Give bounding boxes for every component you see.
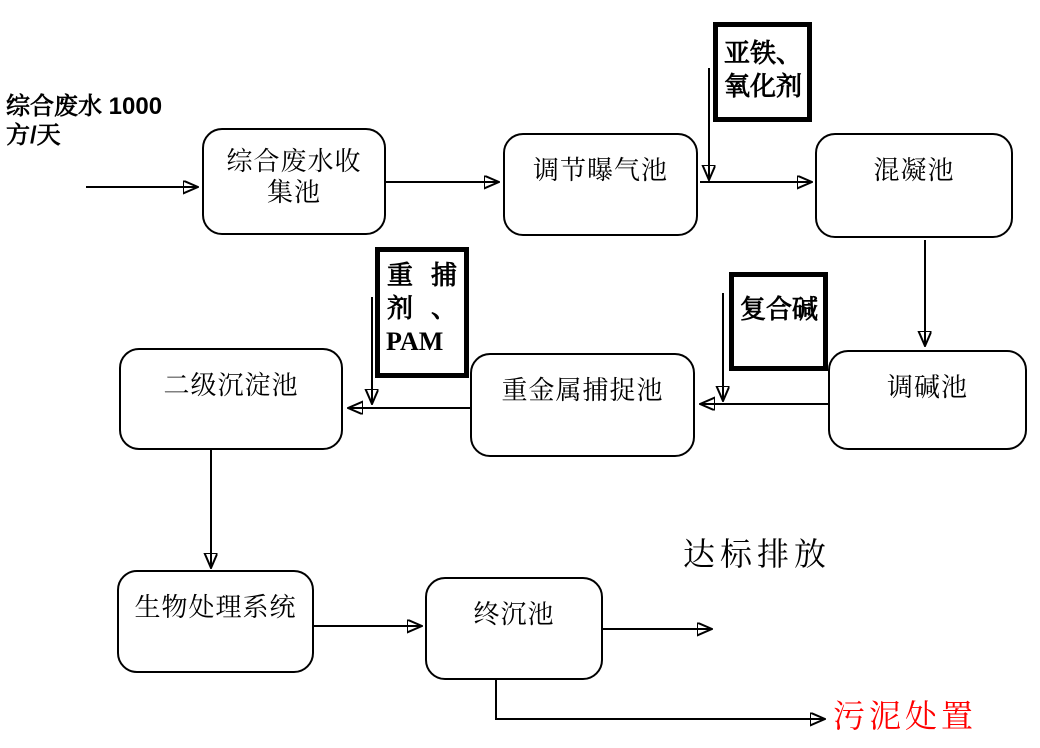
arrow-final-to-sludge-elbow bbox=[496, 680, 824, 719]
node-wastewater-collection-pool-line1: 综合废水收 bbox=[226, 147, 362, 176]
node-biological-treatment-system bbox=[117, 570, 314, 673]
additive-pam-line1: 重 捕 bbox=[387, 261, 457, 290]
node-regulating-aeration-pool-label: 调节曝气池 bbox=[532, 156, 668, 185]
node-alkali-adjust-pool bbox=[828, 350, 1027, 450]
additive-box-ferrous-oxidant bbox=[713, 22, 812, 122]
discharge-label: 达标排放 bbox=[683, 536, 832, 572]
node-biological-treatment-system-label: 生物处理系统 bbox=[134, 593, 297, 622]
additive-pam-line3: PAM bbox=[386, 327, 444, 356]
sludge-disposal-label: 污泥处置 bbox=[833, 698, 978, 734]
additive-ferrous-line1: 亚铁、 bbox=[724, 39, 803, 68]
additive-box-chelator-pam bbox=[375, 247, 469, 378]
node-secondary-sedimentation-pool-label: 二级沉淀池 bbox=[163, 371, 299, 400]
node-final-sedimentation-pool bbox=[425, 577, 603, 680]
node-coagulation-pool-label: 混凝池 bbox=[873, 156, 955, 185]
node-wastewater-collection-pool-line2: 集池 bbox=[266, 178, 321, 207]
node-wastewater-collection-pool bbox=[202, 128, 386, 235]
node-heavy-metal-capture-pool-label: 重金属捕捉池 bbox=[501, 376, 664, 405]
node-regulating-aeration-pool bbox=[503, 133, 698, 236]
node-heavy-metal-capture-pool bbox=[470, 353, 695, 457]
additive-box-compound-alkali bbox=[729, 272, 828, 371]
influent-label-line1: 综合废水 1000 bbox=[6, 93, 163, 120]
additive-pam-line2: 剂 、 bbox=[387, 294, 457, 323]
additive-compound-alkali-label: 复合碱 bbox=[740, 295, 819, 324]
influent-label bbox=[6, 92, 196, 150]
node-alkali-adjust-pool-label: 调碱池 bbox=[886, 373, 968, 402]
node-final-sedimentation-pool-label: 终沉池 bbox=[473, 600, 555, 629]
node-coagulation-pool bbox=[815, 133, 1013, 238]
additive-ferrous-line2: 氧化剂 bbox=[724, 72, 803, 101]
node-secondary-sedimentation-pool bbox=[119, 348, 343, 450]
influent-label-line2: 方/天 bbox=[6, 122, 61, 149]
